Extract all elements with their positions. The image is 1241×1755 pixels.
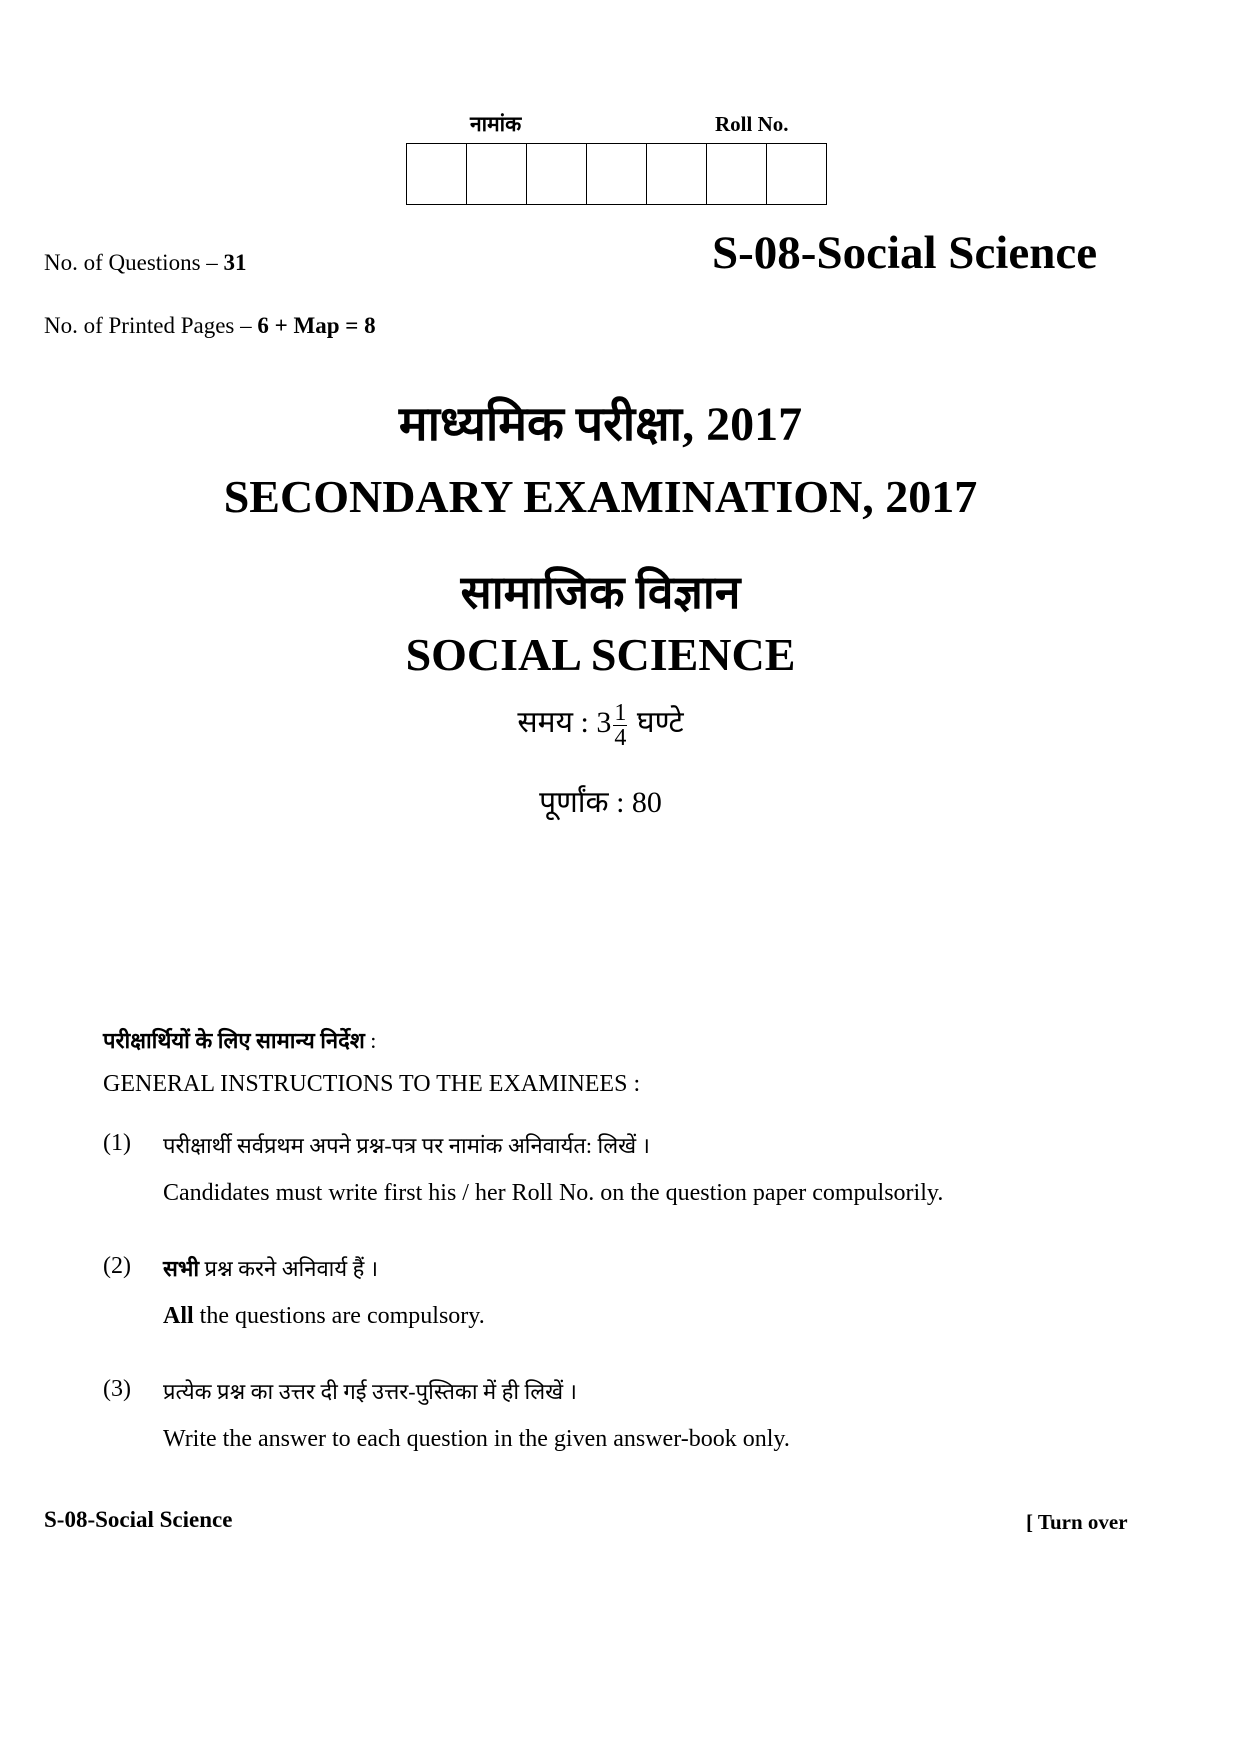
number-of-pages — [44, 313, 376, 339]
pages-prefix: No. of Printed Pages – — [44, 313, 258, 338]
instruction-rest-english: the questions are compulsory. — [193, 1303, 485, 1329]
instructions-heading-hindi-text: परीक्षार्थियों के लिए सामान्य निर्देश — [103, 1028, 365, 1053]
footer-paper-code: S-08-Social Science — [44, 1507, 233, 1532]
time-unit: घण्टे — [636, 706, 684, 739]
questions-prefix: No. of Questions – — [44, 250, 224, 275]
questions-value: 31 — [223, 250, 247, 275]
time-allowed — [0, 700, 1221, 750]
instruction-text-hindi — [163, 1253, 378, 1283]
number-of-questions — [44, 250, 247, 276]
exam-title-english: SECONDARY EXAMINATION, 2017 — [223, 471, 978, 522]
paper-code: S-08-Social Science — [712, 227, 1098, 279]
instruction-emphasis-hindi: सभी — [163, 1256, 200, 1281]
roll-label-english: Roll No. — [715, 112, 789, 136]
fraction-numerator: 1 — [614, 699, 627, 726]
roll-digit-box[interactable] — [527, 144, 587, 204]
roll-digit-box[interactable] — [587, 144, 647, 204]
roll-label-hindi: नामांक — [470, 112, 522, 136]
instruction-number: (2) — [103, 1253, 131, 1279]
instruction-number: (3) — [103, 1376, 131, 1402]
subject-title-english: SOCIAL SCIENCE — [405, 629, 796, 680]
roll-number-boxes — [406, 143, 827, 205]
time-fraction — [613, 701, 627, 750]
instruction-text-english — [163, 1303, 485, 1330]
roll-digit-box[interactable] — [767, 144, 827, 204]
pages-value: 6 + Map = 8 — [257, 313, 376, 338]
instruction-text-hindi: परीक्षार्थी सर्वप्रथम अपने प्रश्न-पत्र पर नामांक अनिवार्यत: लिखें । — [163, 1133, 650, 1158]
roll-digit-box[interactable] — [467, 144, 527, 204]
instruction-emphasis-english: All — [163, 1303, 194, 1329]
instruction-number: (1) — [103, 1130, 131, 1156]
instruction-text-hindi: प्रत्येक प्रश्न का उत्तर दी गई उत्तर-पुस्तिका में ही लिखें । — [163, 1379, 577, 1404]
instruction-rest-hindi: प्रश्न करने अनिवार्य हैं । — [199, 1256, 379, 1281]
roll-digit-box[interactable] — [407, 144, 467, 204]
turn-over-note: [ Turn over — [1026, 1510, 1128, 1534]
instruction-text-english: Write the answer to each question in the given answer-book only. — [163, 1426, 790, 1452]
subject-title-hindi: सामाजिक विज्ञान — [460, 567, 741, 618]
exam-title-hindi: माध्यमिक परीक्षा, 2017 — [398, 398, 803, 451]
maximum-marks: पूर्णांक : 80 — [539, 786, 662, 819]
instruction-text-english: Candidates must write first his / her Roll No. on the question paper compulsorily. — [163, 1180, 944, 1206]
roll-digit-box[interactable] — [647, 144, 707, 204]
instructions-heading-hindi — [103, 1025, 376, 1055]
roll-digit-box[interactable] — [707, 144, 767, 204]
instructions-heading-colon: : — [364, 1028, 377, 1053]
time-label: समय : 3 — [517, 706, 612, 739]
fraction-denominator: 4 — [614, 724, 627, 751]
instructions-heading-english: GENERAL INSTRUCTIONS TO THE EXAMINEES : — [103, 1071, 641, 1097]
